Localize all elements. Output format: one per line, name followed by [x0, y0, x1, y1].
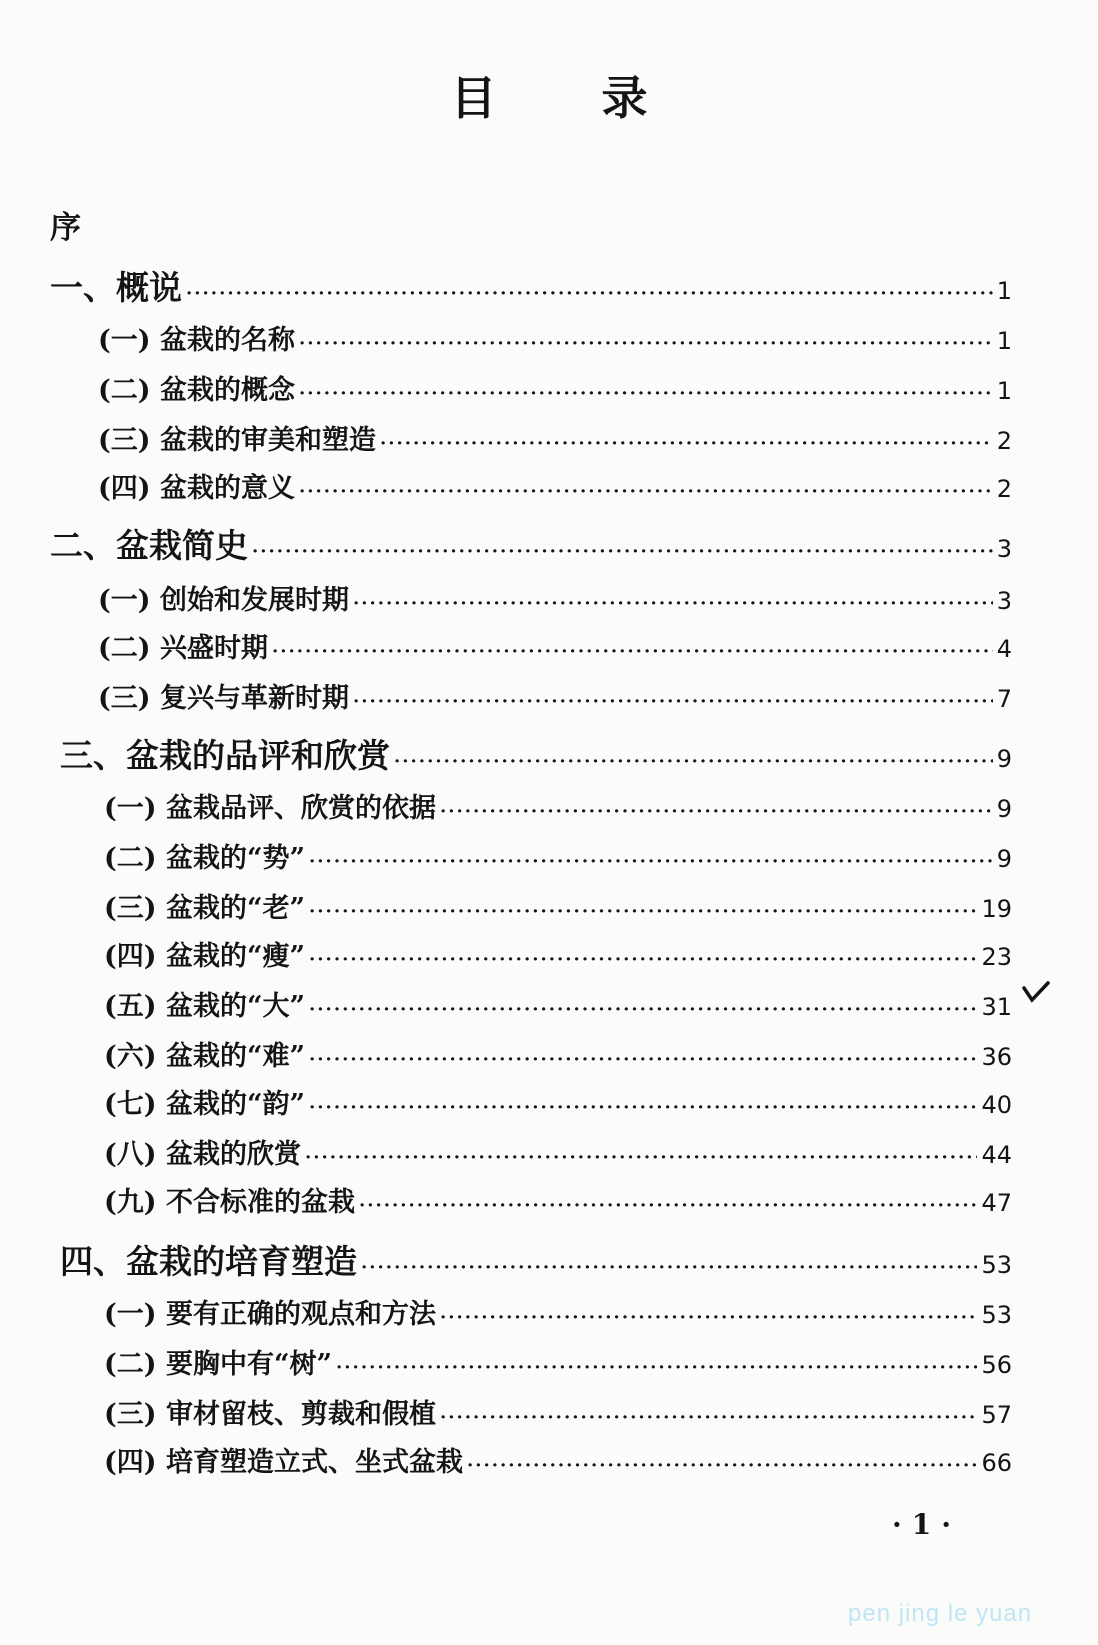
toc-page-number: 1	[996, 327, 1012, 355]
toc-entry-label: (四) 培育塑造立式、坐式盆栽	[104, 1447, 463, 1478]
toc-leader-dots	[309, 853, 993, 871]
toc-entry-label: (一) 盆栽的名称	[98, 325, 295, 356]
watermark-text: pen jing le yuan	[848, 1600, 1033, 1627]
toc-section-entry[interactable]	[98, 418, 1012, 457]
toc-section-entry[interactable]	[104, 984, 1012, 1023]
toc-leader-dots	[440, 1309, 978, 1327]
toc-entry-label: (三) 审材留枝、剪裁和假植	[104, 1399, 436, 1430]
toc-chapter-entry[interactable]	[60, 730, 1012, 777]
toc-page-number: 9	[996, 845, 1012, 873]
toc-section-entry[interactable]	[98, 318, 1012, 357]
toc-section-entry[interactable]	[104, 1034, 1012, 1073]
toc-entry-label: (三) 盆栽的“老”	[104, 893, 306, 924]
toc-section-entry[interactable]	[98, 578, 1012, 617]
toc-entry-label: (二) 盆栽的“势”	[104, 843, 306, 874]
toc-entry-label: (四) 盆栽的意义	[98, 473, 295, 504]
toc-page-number: 31	[981, 993, 1012, 1021]
title-char-left: 目	[450, 71, 497, 125]
toc-leader-dots	[336, 1359, 977, 1377]
toc-page-number: 3	[996, 587, 1012, 615]
toc-section-entry[interactable]	[104, 836, 1012, 875]
toc-entry-label: (一) 要有正确的观点和方法	[104, 1299, 436, 1330]
toc-leader-dots	[252, 543, 993, 561]
toc-entry-label: (二) 要胸中有“树”	[104, 1349, 333, 1380]
toc-leader-dots	[359, 1197, 978, 1215]
toc-page-number: 56	[981, 1351, 1012, 1379]
toc-page-number: 66	[981, 1449, 1012, 1477]
toc-entry-label: 三、盆栽的品评和欣赏	[60, 736, 390, 775]
toc-page-number: 53	[981, 1301, 1012, 1329]
toc-leader-dots	[299, 335, 993, 353]
toc-entry-label: (一) 创始和发展时期	[98, 585, 349, 616]
toc-section-entry[interactable]	[98, 676, 1012, 715]
title-char-right: 录	[601, 71, 648, 125]
toc-leader-dots	[309, 1001, 977, 1019]
toc-page-number: 9	[996, 745, 1012, 773]
toc-page-number: 53	[981, 1251, 1012, 1279]
toc-leader-dots	[309, 1099, 977, 1117]
toc-entry-label: 一、概说	[50, 268, 182, 307]
toc-leader-dots	[467, 1457, 978, 1475]
toc-entry-label: (六) 盆栽的“难”	[104, 1041, 306, 1072]
toc-page-number: 9	[996, 795, 1012, 823]
toc-entry-label: (四) 盆栽的“瘦”	[104, 941, 306, 972]
toc-section-entry[interactable]	[104, 1292, 1012, 1331]
toc-entry-label: (三) 复兴与革新时期	[98, 683, 349, 714]
toc-chapter-entry[interactable]	[50, 520, 1012, 567]
toc-section-entry[interactable]	[98, 466, 1012, 505]
toc-page-number: 2	[996, 475, 1012, 503]
toc-entry-label: (九) 不合标准的盆栽	[104, 1187, 355, 1218]
toc-leader-dots	[440, 1409, 978, 1427]
toc-leader-dots	[353, 595, 993, 613]
toc-entry-label: (七) 盆栽的“韵”	[104, 1089, 306, 1120]
toc-section-entry[interactable]	[104, 1392, 1012, 1431]
toc-leader-dots	[309, 951, 977, 969]
toc-leader-dots	[305, 1149, 978, 1167]
toc-entry-label: 四、盆栽的培育塑造	[60, 1242, 357, 1281]
toc-leader-dots	[394, 753, 993, 771]
toc-chapter-entry[interactable]	[60, 1236, 1012, 1283]
toc-preface[interactable]: 序	[50, 210, 81, 246]
toc-leader-dots	[353, 693, 993, 711]
toc-page-number: 36	[981, 1043, 1012, 1071]
toc-page-number: 1	[996, 377, 1012, 405]
toc-leader-dots	[380, 435, 993, 453]
toc-leader-dots	[299, 385, 993, 403]
toc-entry-label: (三) 盆栽的审美和塑造	[98, 425, 376, 456]
toc-leader-dots	[309, 903, 977, 921]
toc-leader-dots	[309, 1051, 977, 1069]
toc-page-number: 7	[996, 685, 1012, 713]
handwritten-check-mark	[1022, 980, 1050, 1006]
toc-section-entry[interactable]	[98, 626, 1012, 665]
toc-entry-label: (二) 盆栽的概念	[98, 375, 295, 406]
toc-page-number: 4	[996, 635, 1012, 663]
toc-section-entry[interactable]	[104, 1082, 1012, 1121]
toc-entry-label: (八) 盆栽的欣赏	[104, 1139, 301, 1170]
toc-page-number: 19	[981, 895, 1012, 923]
toc-section-entry[interactable]	[104, 1440, 1012, 1479]
toc-section-entry[interactable]	[98, 368, 1012, 407]
toc-chapter-entry[interactable]	[50, 262, 1012, 309]
toc-section-entry[interactable]	[104, 934, 1012, 973]
toc-entry-label: (二) 兴盛时期	[98, 633, 268, 664]
toc-section-entry[interactable]	[104, 786, 1012, 825]
toc-leader-dots	[272, 643, 993, 661]
toc-page-number: 47	[981, 1189, 1012, 1217]
toc-leader-dots	[440, 803, 993, 821]
toc-page-number: 40	[981, 1091, 1012, 1119]
toc-page-number: 1	[996, 277, 1012, 305]
toc-leader-dots	[361, 1259, 977, 1277]
toc-entry-label: (一) 盆栽品评、欣赏的依据	[104, 793, 436, 824]
toc-section-entry[interactable]	[104, 886, 1012, 925]
toc-leader-dots	[186, 285, 993, 303]
toc-section-entry[interactable]	[104, 1180, 1012, 1219]
toc-section-entry[interactable]	[104, 1132, 1012, 1171]
toc-entry-label: 二、盆栽简史	[50, 526, 248, 565]
toc-page-number: 23	[981, 943, 1012, 971]
toc-page-number: 44	[981, 1141, 1012, 1169]
toc-page-number: 2	[996, 427, 1012, 455]
toc-section-entry[interactable]	[104, 1342, 1012, 1381]
page-title	[0, 62, 1098, 128]
page-number: ·1·	[892, 1508, 961, 1541]
toc-page-number: 3	[996, 535, 1012, 563]
toc-leader-dots	[299, 483, 993, 501]
toc-page-number: 57	[981, 1401, 1012, 1429]
toc-entry-label: (五) 盆栽的“大”	[104, 991, 306, 1022]
